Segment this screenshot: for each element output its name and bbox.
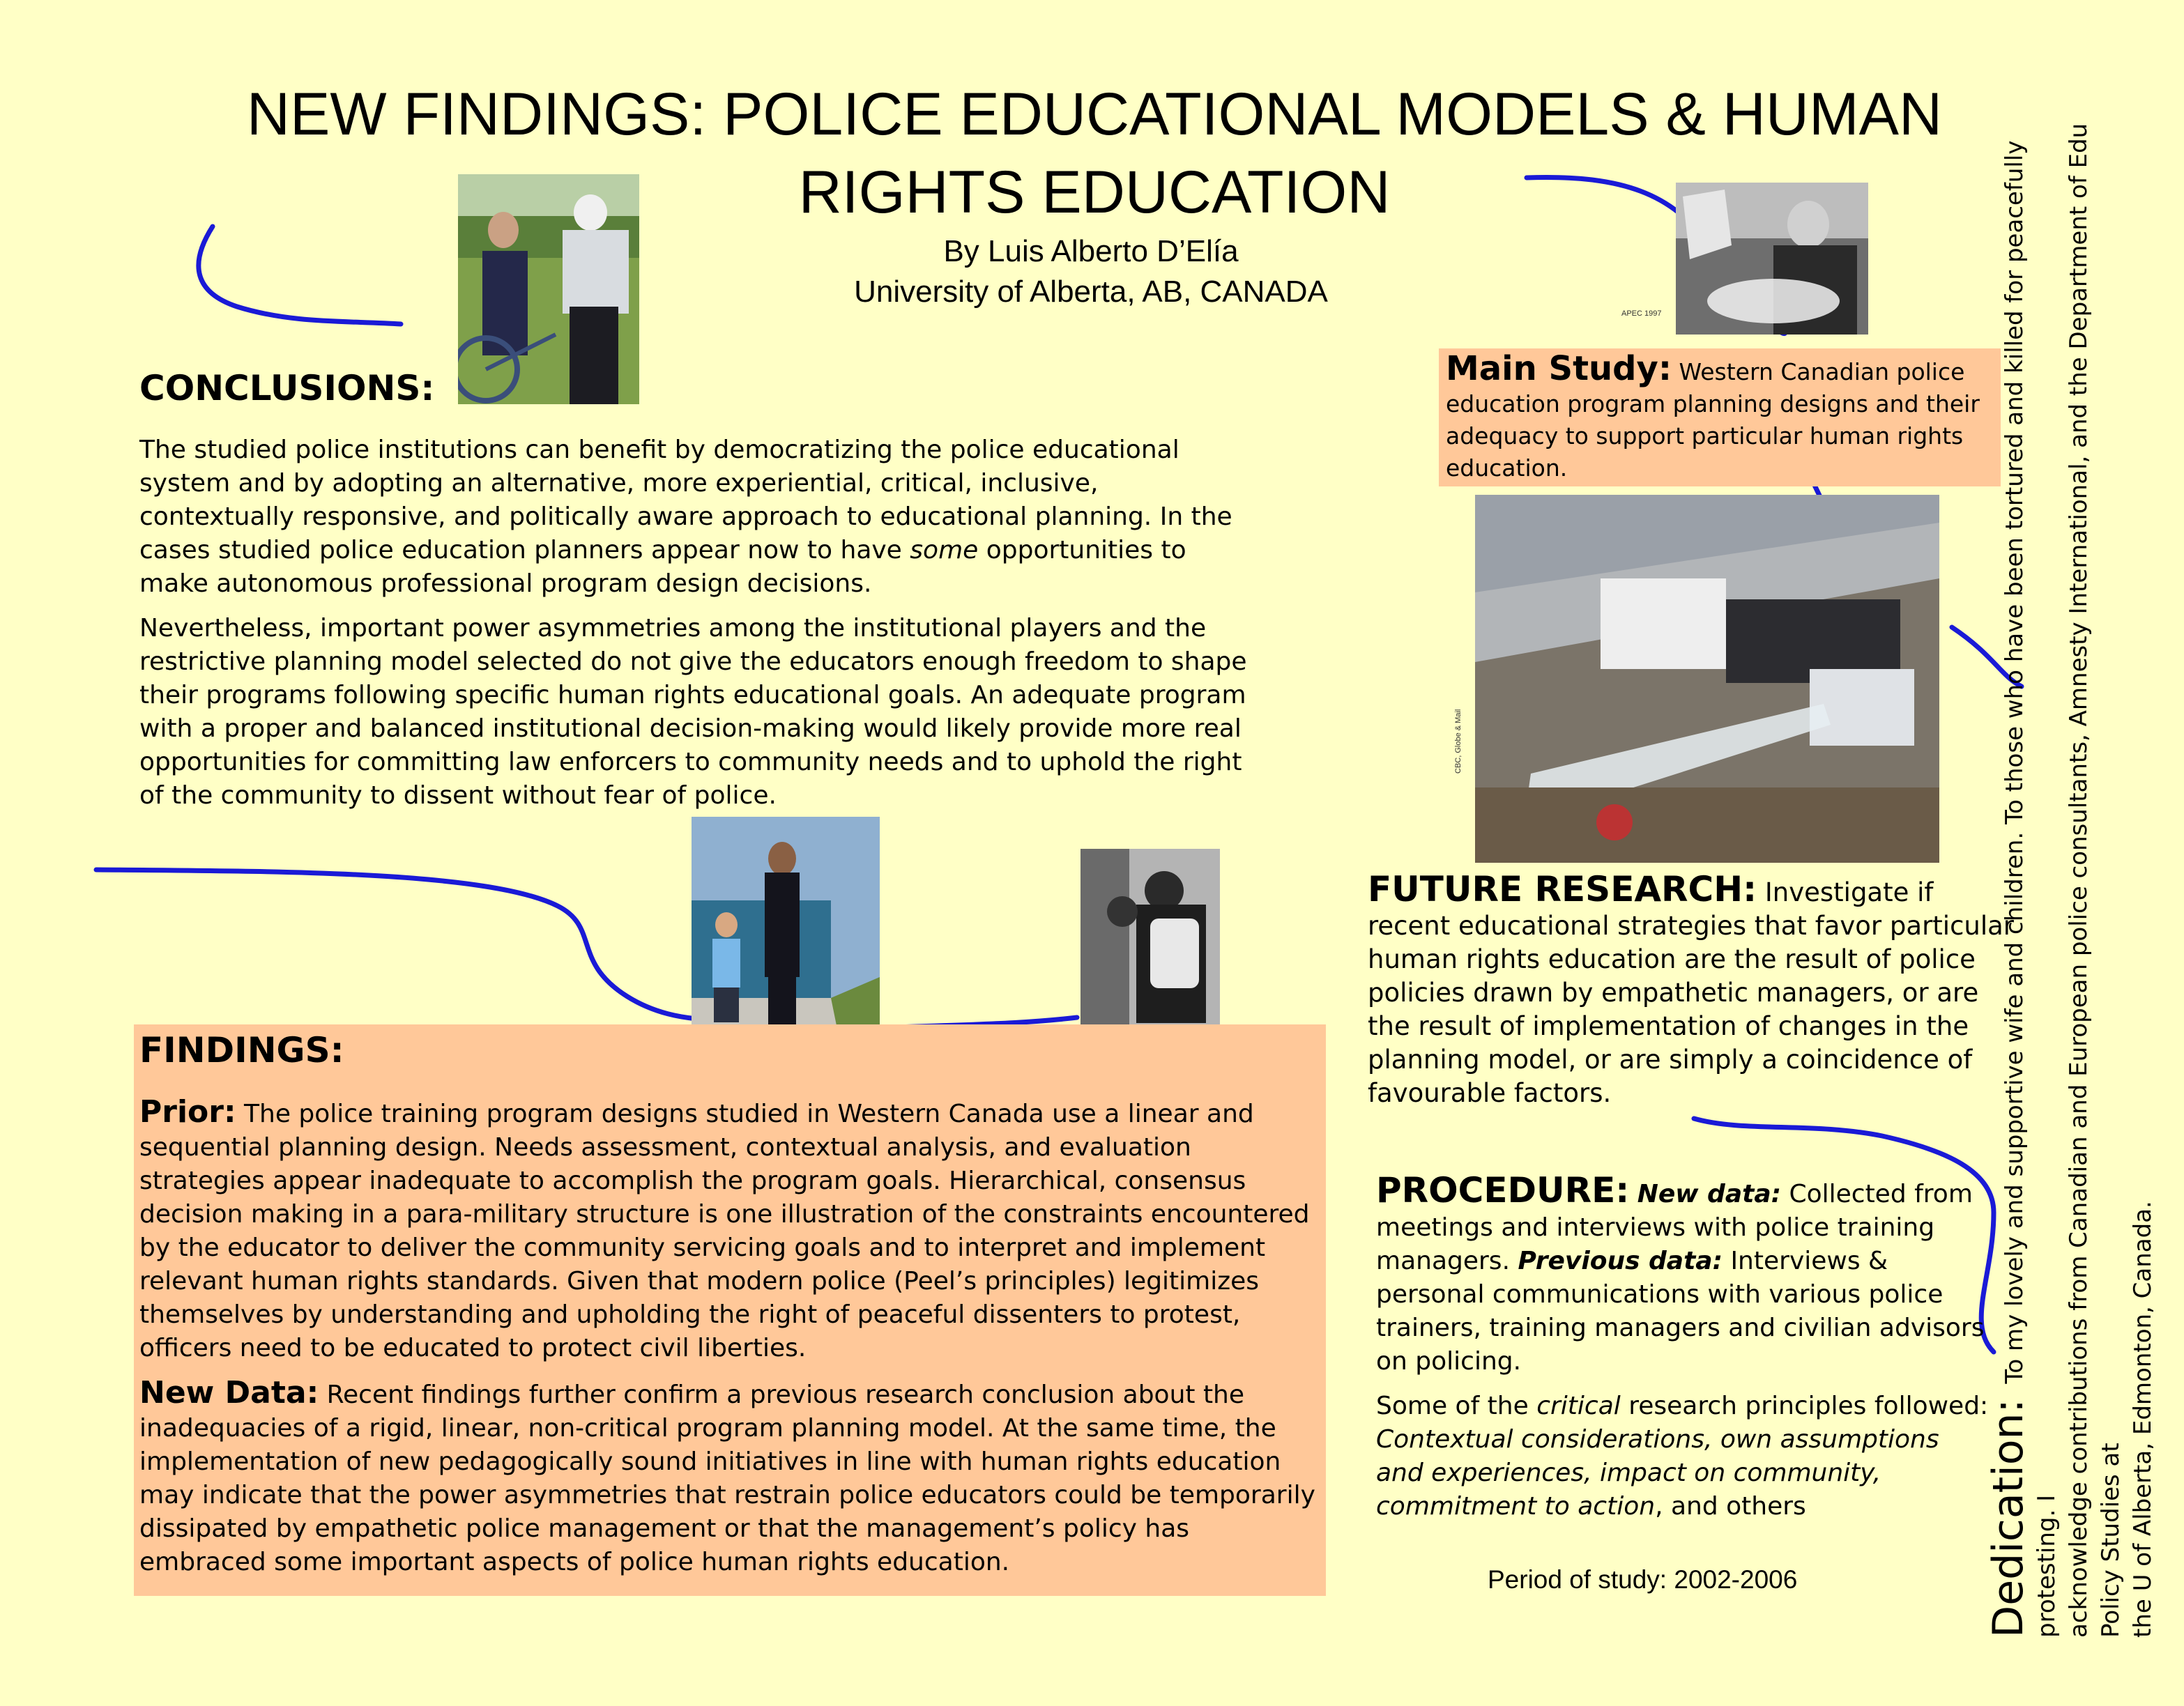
main-study-label: Main Study:: [1446, 349, 1672, 388]
findings-heading: FINDINGS:: [139, 1030, 344, 1070]
credit-apec: APEC 1997: [1621, 309, 1662, 318]
conclusions-heading: CONCLUSIONS:: [139, 368, 435, 408]
procedure-previous-data-label: Previous data:: [1518, 1247, 1723, 1275]
conclusions-body: [139, 433, 1248, 824]
dedication-line-2: acknowledge contributions from Canadian and European police consultants, Amnesty International, and the Department of Edu Policy Studies at: [2065, 123, 2125, 1638]
findings-prior: Prior: The police training program designs studied in Western Canada use a linear and sequential planning design. Needs assessment, contextual analysis, and evaluation strategies appear inadequate to accomplish the program goals. Hierarchical, consensus decision making in a para-military structure is one illustration of the constraints encountered by the educator to deliver the community servicing goals and to interpret and implement relevant human rights standards. Given that modern police (Peel’s principles) legitimizes themselves by understanding and upholding the right of peaceful dissenters to protest, officers need to be educated to protect civil liberties.: [139, 1094, 1310, 1362]
procedure: [1376, 1170, 1990, 1535]
findings-new-data: New Data: Recent findings further confirm a previous research conclusion about the inadequacies of a rigid, linear, non-critical program planning model. At the same time, the implementation of new pedagogically sound initiatives in line with human rights education may indicate that the power asymmetries that restrain police educators could be temporarily dissipated by empathetic police management or that the management’s policy has embraced some important aspects of police human rights education.: [139, 1375, 1315, 1576]
credit-cbc: CBC, Globe & Mail: [1454, 709, 1463, 774]
curve-top-left: [199, 226, 401, 324]
author: By Luis Alberto D’Elía: [943, 234, 1239, 268]
photo-apec-protest: [1676, 183, 1868, 335]
curve-left-middle: [96, 870, 697, 1019]
future-research: [1368, 869, 2016, 1110]
period-of-study: Period of study: 2002-2006: [1488, 1565, 1798, 1594]
affiliation: University of Alberta, AB, CANADA: [854, 275, 1328, 309]
photo-water-cannon: [1475, 495, 1939, 863]
conclusions-paragraph-1: The studied police institutions can benefit by democratizing the police educational system and by adopting an alternative, more experiential, critical, inclusive, contextually responsive, and politically aware approach to educational planning. In the cases studied police education planners appear now to have some opportunities to make autonomous professional program design decisions.: [139, 436, 1232, 598]
procedure-new-data-label: New data:: [1637, 1180, 1782, 1208]
photo-riot-police: [1080, 849, 1220, 1036]
photo-bike-police: [458, 174, 639, 404]
conclusions-paragraph-2: Nevertheless, important power asymmetries among the institutional players and the restrictive planning model selected do not give the educators enough freedom to shape their programs following specific human rights educational goals. An adequate program with a proper and balanced institutional decision-making would likely provide more real opportunities for committing law enforcers to community needs and to uphold the right of the community to dissent without fear of police.: [139, 614, 1247, 810]
main-study-box: [1439, 348, 2001, 486]
dedication-label: Dedication:: [1984, 1399, 2033, 1638]
main-study-text: Western Canadian police education program planning designs and their adequacy to support particular human rights education.: [1446, 358, 1980, 482]
dedication-line-1: To my lovely and supportive wife and children. To those who have been tortured and killed for peacefully protesting. I: [2001, 140, 2061, 1638]
dedication-line-3: the U of Alberta, Edmonton, Canada.: [2129, 1201, 2157, 1638]
procedure-paragraph-1: PROCEDURE: New data: Collected from meetings and interviews with police training managers. Previous data: Interviews & personal communications with various police trainers, training managers and civilian advisors on policing.: [1376, 1170, 1985, 1376]
title-line-1: NEW FINDINGS: POLICE EDUCATIONAL MODELS & HUMAN: [246, 81, 1943, 148]
future-research-text: Investigate if recent educational strategies that favor particular human rights education are the result of police policies drawn by empathetic managers, or are the result of implementation of changes in the planning model, or are simply a coincidence of favourable factors.: [1368, 877, 2015, 1108]
future-research-label: FUTURE RESEARCH:: [1368, 869, 1757, 909]
dedication: [1984, 105, 2159, 1638]
procedure-label: PROCEDURE:: [1376, 1170, 1630, 1211]
title-line-2: RIGHTS EDUCATION: [798, 159, 1391, 226]
procedure-paragraph-2: Some of the critical research principles followed: Contextual considerations, own assumptions and experiences, impact on community, commitment to action, and others: [1376, 1392, 1989, 1521]
findings-body: [139, 1096, 1318, 1590]
findings-prior-label: Prior:: [139, 1094, 236, 1130]
findings-new-data-label: New Data:: [139, 1375, 319, 1411]
